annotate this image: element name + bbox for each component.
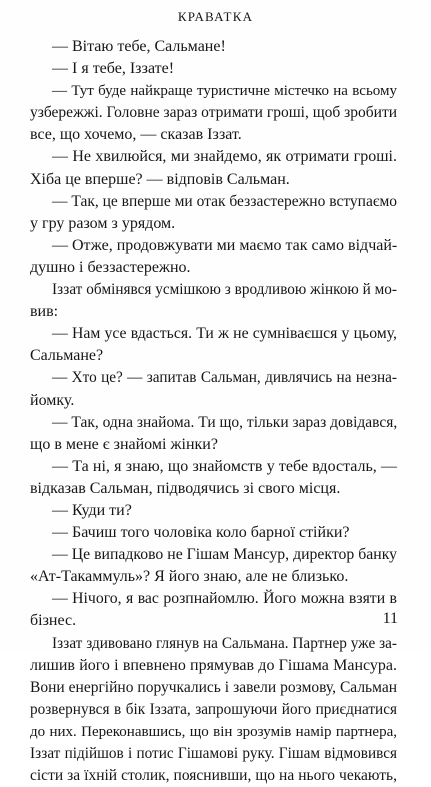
text-line: Сальмане? <box>30 347 104 365</box>
text-line: душно і беззастережно. <box>30 258 191 276</box>
text-line: Іззат підійшов і потис Гішамові руку. Гішам відмовився <box>30 745 397 762</box>
text-line: — Це випадково не Гішам Мансур, директор банку <box>52 546 397 564</box>
text-line: Іззат здивовано глянув на Сальмана. Партнер уже за- <box>52 634 397 652</box>
text-line: — Куди ти? <box>52 501 132 519</box>
text-line: — І я тебе, Іззате! <box>52 60 175 78</box>
text-body <box>30 36 397 787</box>
text-line: — Хто це? — запитав Сальман, дивлячись на незна- <box>52 369 397 387</box>
page-number: 11 <box>382 610 398 627</box>
text-line: вив: <box>30 303 59 321</box>
text-line: бізнес. <box>30 612 77 630</box>
text-line: Вони енергійно поручкались і завели розмову, Сальман <box>30 678 397 696</box>
text-line: — Та ні, я знаю, що знайомств у тебе вдосталь, — <box>52 457 397 475</box>
text-line: йомку. <box>30 391 75 409</box>
text-line: до них. Переконавшись, що він зрозумів намір партнера, <box>30 723 397 740</box>
text-line: сісти за їхній столик, пояснивши, що на нього чекають, <box>30 767 397 785</box>
text-line: — Отже, продовжувати ми маємо так само відчай- <box>52 236 398 254</box>
text-line: у гру разом з урядом. <box>30 214 176 232</box>
running-title: КРАВАТКА <box>177 9 254 24</box>
text-line: — Не хвилюйся, ми знайдемо, як отримати гроші. <box>52 148 397 166</box>
text-line: все, що хочемо, — сказав Іззат. <box>30 126 242 144</box>
text-line: — Нам усе вдасться. Ти ж не сумніваєшся у цьому, <box>52 325 397 343</box>
text-line: — Нічого, я вас розпнайомлю. Його можна взяти в <box>52 590 397 608</box>
text-line: — Так, це вперше ми отак беззастережно вступаємо <box>52 192 398 210</box>
text-line: — Бачиш того чоловіка коло барної стійки? <box>52 524 350 542</box>
text-line: Хіба це вперше? — відповів Сальман. <box>30 170 290 188</box>
text-line: — Вітаю тебе, Сальмане! <box>52 38 226 55</box>
text-line: — Тут буде найкраще туристичне містечко на всьому <box>52 83 397 100</box>
text-line: «Ат-Такаммуль»? Я його знаю, але не близько. <box>30 568 349 586</box>
text-line: лишив його і впевнено прямував до Гішама Мансура. <box>30 656 397 674</box>
text-line: Іззат обмінявся усмішкою з вродливою жінкою й мо- <box>52 281 397 299</box>
text-line: що в мене є знайомі жінки? <box>30 435 218 453</box>
text-line: узбережжі. Головне зараз отримати гроші, щоб зробити <box>30 104 398 122</box>
text-line: — Так, одна знайома. Ти що, тільки зараз довідався, <box>52 413 398 431</box>
text-line: розвернувся в бік Іззата, запрошуючи його приєднатися <box>30 700 397 718</box>
text-line: відказав Сальман, підводячись зі свого місця. <box>30 479 341 497</box>
